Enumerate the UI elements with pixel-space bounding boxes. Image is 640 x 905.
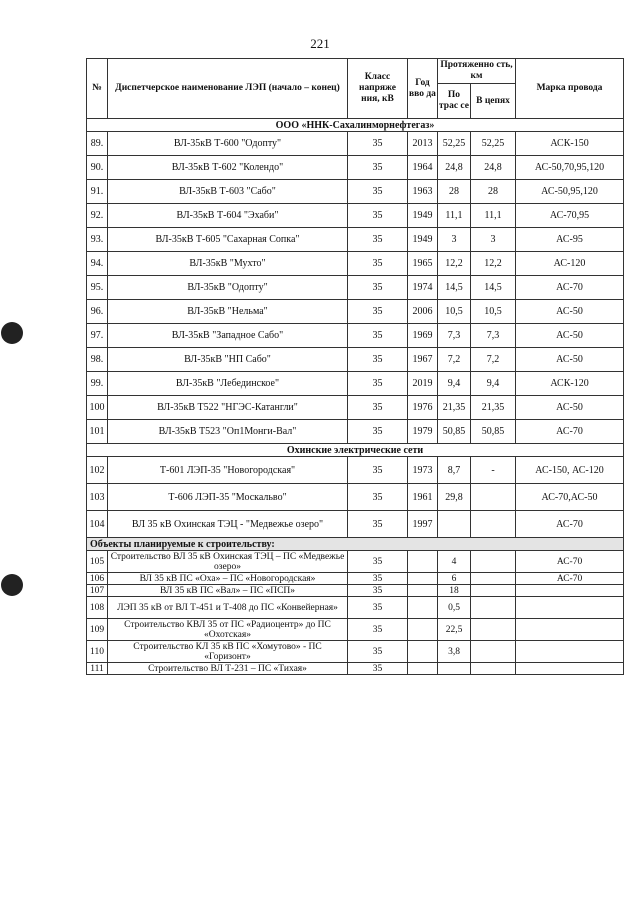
length-chain (471, 551, 516, 573)
wire-brand: АС-70 (516, 573, 624, 585)
length-route: 7,3 (438, 324, 471, 348)
wire-brand: АС-70 (516, 511, 624, 538)
commission-year (408, 585, 438, 597)
length-chain: 3 (471, 228, 516, 252)
wire-brand: АС-50 (516, 324, 624, 348)
page-number: 221 (310, 36, 330, 51)
length-route: 7,2 (438, 348, 471, 372)
length-chain: 52,25 (471, 132, 516, 156)
voltage-class: 35 (348, 585, 408, 597)
voltage-class: 35 (348, 597, 408, 619)
wire-brand (516, 619, 624, 641)
commission-year (408, 551, 438, 573)
table-row (87, 324, 624, 348)
line-name: ВЛ-35кВ "Нельма" (108, 300, 348, 324)
binder-hole (1, 574, 23, 596)
commission-year: 1967 (408, 348, 438, 372)
length-route: 11,1 (438, 204, 471, 228)
length-chain: 11,1 (471, 204, 516, 228)
length-chain (471, 585, 516, 597)
commission-year: 1965 (408, 252, 438, 276)
voltage-class: 35 (348, 396, 408, 420)
voltage-class: 35 (348, 372, 408, 396)
wire-brand: АСК-150 (516, 132, 624, 156)
row-number: 99. (87, 372, 108, 396)
length-route: 29,8 (438, 484, 471, 511)
commission-year: 1964 (408, 156, 438, 180)
voltage-class: 35 (348, 619, 408, 641)
line-name: ВЛ-35кВ "Западное Сабо" (108, 324, 348, 348)
voltage-class: 35 (348, 420, 408, 444)
line-name: ЛЭП 35 кВ от ВЛ Т-451 и Т-408 до ПС «Конвейерная» (108, 597, 348, 619)
voltage-class: 35 (348, 484, 408, 511)
length-route: 12,2 (438, 252, 471, 276)
length-chain: 7,2 (471, 348, 516, 372)
length-chain: 21,35 (471, 396, 516, 420)
table-row (87, 204, 624, 228)
line-name: Строительство КЛ 35 кВ ПС «Хомутово» - ПС «Горизонт» (108, 641, 348, 663)
length-route: 10,5 (438, 300, 471, 324)
length-route: 0,5 (438, 597, 471, 619)
length-route: 50,85 (438, 420, 471, 444)
length-route: 4 (438, 551, 471, 573)
voltage-class: 35 (348, 300, 408, 324)
line-name: ВЛ-35кВ Т522 "НГЭС-Катангли" (108, 396, 348, 420)
table-row (87, 511, 624, 538)
col-header-voltage: Класс напряже ния, кВ (348, 59, 408, 119)
wire-brand: АС-50,70,95,120 (516, 156, 624, 180)
length-chain (471, 573, 516, 585)
length-chain: 28 (471, 180, 516, 204)
wire-brand: АС-70 (516, 276, 624, 300)
length-route: 8,7 (438, 457, 471, 484)
line-name: Строительство ВЛ 35 кВ Охинская ТЭЦ – ПС «Медвежье озеро» (108, 551, 348, 573)
table-row (87, 619, 624, 641)
line-name: ВЛ-35кВ Т523 "Оп1Монги-Вал" (108, 420, 348, 444)
section-row (87, 119, 624, 132)
table-row (87, 372, 624, 396)
length-route: 18 (438, 585, 471, 597)
commission-year: 1963 (408, 180, 438, 204)
voltage-class: 35 (348, 457, 408, 484)
table-row (87, 132, 624, 156)
row-number: 94. (87, 252, 108, 276)
wire-brand: АС-70,95 (516, 204, 624, 228)
row-number: 96. (87, 300, 108, 324)
table-row (87, 420, 624, 444)
voltage-class: 35 (348, 663, 408, 675)
table-row (87, 573, 624, 585)
col-header-year: Год вво да (408, 59, 438, 119)
length-route: 28 (438, 180, 471, 204)
power-lines-table (86, 58, 624, 675)
length-route (438, 511, 471, 538)
length-chain (471, 663, 516, 675)
table-row (87, 396, 624, 420)
commission-year: 1949 (408, 204, 438, 228)
wire-brand: АС-70 (516, 420, 624, 444)
voltage-class: 35 (348, 204, 408, 228)
voltage-class: 35 (348, 551, 408, 573)
length-route: 21,35 (438, 396, 471, 420)
col-header-num: № (87, 59, 108, 119)
wire-brand (516, 597, 624, 619)
table-row (87, 348, 624, 372)
row-number: 98. (87, 348, 108, 372)
line-name: ВЛ 35 кВ ПС «Оха» – ПС «Новогородская» (108, 573, 348, 585)
line-name: ВЛ-35кВ "Одопту" (108, 276, 348, 300)
voltage-class: 35 (348, 252, 408, 276)
col-header-length-chain: В цепях (471, 84, 516, 119)
table-row (87, 228, 624, 252)
line-name: Т-601 ЛЭП-35 "Новогородская" (108, 457, 348, 484)
wire-brand: АС-95 (516, 228, 624, 252)
row-number: 111 (87, 663, 108, 675)
table-body (87, 119, 624, 675)
voltage-class: 35 (348, 180, 408, 204)
length-chain (471, 484, 516, 511)
length-chain (471, 619, 516, 641)
line-name: ВЛ-35кВ Т-602 "Колендо" (108, 156, 348, 180)
table-row (87, 156, 624, 180)
voltage-class: 35 (348, 324, 408, 348)
commission-year: 1997 (408, 511, 438, 538)
length-chain (471, 597, 516, 619)
row-number: 93. (87, 228, 108, 252)
commission-year (408, 663, 438, 675)
line-name: Строительство КВЛ 35 от ПС «Радиоцентр» до ПС «Охотская» (108, 619, 348, 641)
table-row (87, 484, 624, 511)
line-name: ВЛ-35кВ "НП Сабо" (108, 348, 348, 372)
row-number: 106 (87, 573, 108, 585)
voltage-class: 35 (348, 276, 408, 300)
wire-brand: АС-50 (516, 300, 624, 324)
length-route (438, 663, 471, 675)
section-title: ООО «ННК-Сахалинморнефтегаз» (87, 119, 624, 132)
wire-brand (516, 663, 624, 675)
length-route: 3,8 (438, 641, 471, 663)
table-row (87, 585, 624, 597)
line-name: ВЛ-35кВ Т-600 "Одопту" (108, 132, 348, 156)
line-name: ВЛ 35 кВ Охинская ТЭЦ - "Медвежье озеро" (108, 511, 348, 538)
row-number: 101 (87, 420, 108, 444)
wire-brand: АС-120 (516, 252, 624, 276)
line-name: ВЛ-35кВ Т-603 "Сабо" (108, 180, 348, 204)
voltage-class: 35 (348, 511, 408, 538)
wire-brand: АС-150, АС-120 (516, 457, 624, 484)
row-number: 110 (87, 641, 108, 663)
row-number: 103 (87, 484, 108, 511)
commission-year: 2013 (408, 132, 438, 156)
row-number: 105 (87, 551, 108, 573)
commission-year (408, 619, 438, 641)
line-name: ВЛ-35кВ "Лебединское" (108, 372, 348, 396)
line-name: ВЛ-35кВ "Мухто" (108, 252, 348, 276)
line-name: ВЛ-35кВ Т-605 "Сахарная Сопка" (108, 228, 348, 252)
wire-brand: АС-50 (516, 396, 624, 420)
row-number: 104 (87, 511, 108, 538)
voltage-class: 35 (348, 641, 408, 663)
length-route: 14,5 (438, 276, 471, 300)
col-header-wire: Марка провода (516, 59, 624, 119)
length-chain: 12,2 (471, 252, 516, 276)
row-number: 91. (87, 180, 108, 204)
row-number: 100 (87, 396, 108, 420)
section-title: Охинские электрические сети (87, 444, 624, 457)
row-number: 95. (87, 276, 108, 300)
commission-year (408, 573, 438, 585)
length-chain: 9,4 (471, 372, 516, 396)
length-chain: 7,3 (471, 324, 516, 348)
section-row (87, 444, 624, 457)
row-number: 102 (87, 457, 108, 484)
row-number: 109 (87, 619, 108, 641)
voltage-class: 35 (348, 348, 408, 372)
line-name: Строительство ВЛ Т-231 – ПС «Тихая» (108, 663, 348, 675)
length-route: 22,5 (438, 619, 471, 641)
length-route: 24,8 (438, 156, 471, 180)
length-route: 6 (438, 573, 471, 585)
voltage-class: 35 (348, 132, 408, 156)
length-chain: 50,85 (471, 420, 516, 444)
row-number: 107 (87, 585, 108, 597)
section-title: Объекты планируемые к строительству: (87, 538, 624, 551)
table-row (87, 641, 624, 663)
wire-brand: АСК-120 (516, 372, 624, 396)
length-chain: 24,8 (471, 156, 516, 180)
header-row (87, 59, 624, 84)
length-chain: - (471, 457, 516, 484)
binder-hole (1, 322, 23, 344)
row-number: 108 (87, 597, 108, 619)
row-number: 92. (87, 204, 108, 228)
table-row (87, 597, 624, 619)
wire-brand (516, 641, 624, 663)
commission-year: 1976 (408, 396, 438, 420)
voltage-class: 35 (348, 228, 408, 252)
line-name: ВЛ 35 кВ ПС «Вал» – ПС «ПСП» (108, 585, 348, 597)
table-row (87, 457, 624, 484)
col-header-length-route: По трас се (438, 84, 471, 119)
wire-brand: АС-50,95,120 (516, 180, 624, 204)
wire-brand: АС-50 (516, 348, 624, 372)
row-number: 97. (87, 324, 108, 348)
commission-year: 1979 (408, 420, 438, 444)
table-row (87, 300, 624, 324)
length-chain (471, 641, 516, 663)
length-chain (471, 511, 516, 538)
table-row (87, 551, 624, 573)
col-header-length: Протяженно сть, км (438, 59, 516, 84)
table-row (87, 180, 624, 204)
table-row (87, 276, 624, 300)
commission-year: 1973 (408, 457, 438, 484)
wire-brand: АС-70 (516, 551, 624, 573)
commission-year: 1969 (408, 324, 438, 348)
length-chain: 14,5 (471, 276, 516, 300)
row-number: 90. (87, 156, 108, 180)
section-row (87, 538, 624, 551)
row-number: 89. (87, 132, 108, 156)
commission-year: 1949 (408, 228, 438, 252)
line-name: Т-606 ЛЭП-35 "Москальво" (108, 484, 348, 511)
voltage-class: 35 (348, 156, 408, 180)
commission-year (408, 641, 438, 663)
table-row (87, 663, 624, 675)
commission-year (408, 597, 438, 619)
length-route: 9,4 (438, 372, 471, 396)
col-header-name: Диспетчерское наименование ЛЭП (начало – конец) (108, 59, 348, 119)
commission-year: 2006 (408, 300, 438, 324)
voltage-class: 35 (348, 573, 408, 585)
length-route: 3 (438, 228, 471, 252)
wire-brand (516, 585, 624, 597)
table-row (87, 252, 624, 276)
commission-year: 1961 (408, 484, 438, 511)
wire-brand: АС-70,АС-50 (516, 484, 624, 511)
commission-year: 1974 (408, 276, 438, 300)
line-name: ВЛ-35кВ Т-604 "Эхаби" (108, 204, 348, 228)
length-chain: 10,5 (471, 300, 516, 324)
length-route: 52,25 (438, 132, 471, 156)
commission-year: 2019 (408, 372, 438, 396)
